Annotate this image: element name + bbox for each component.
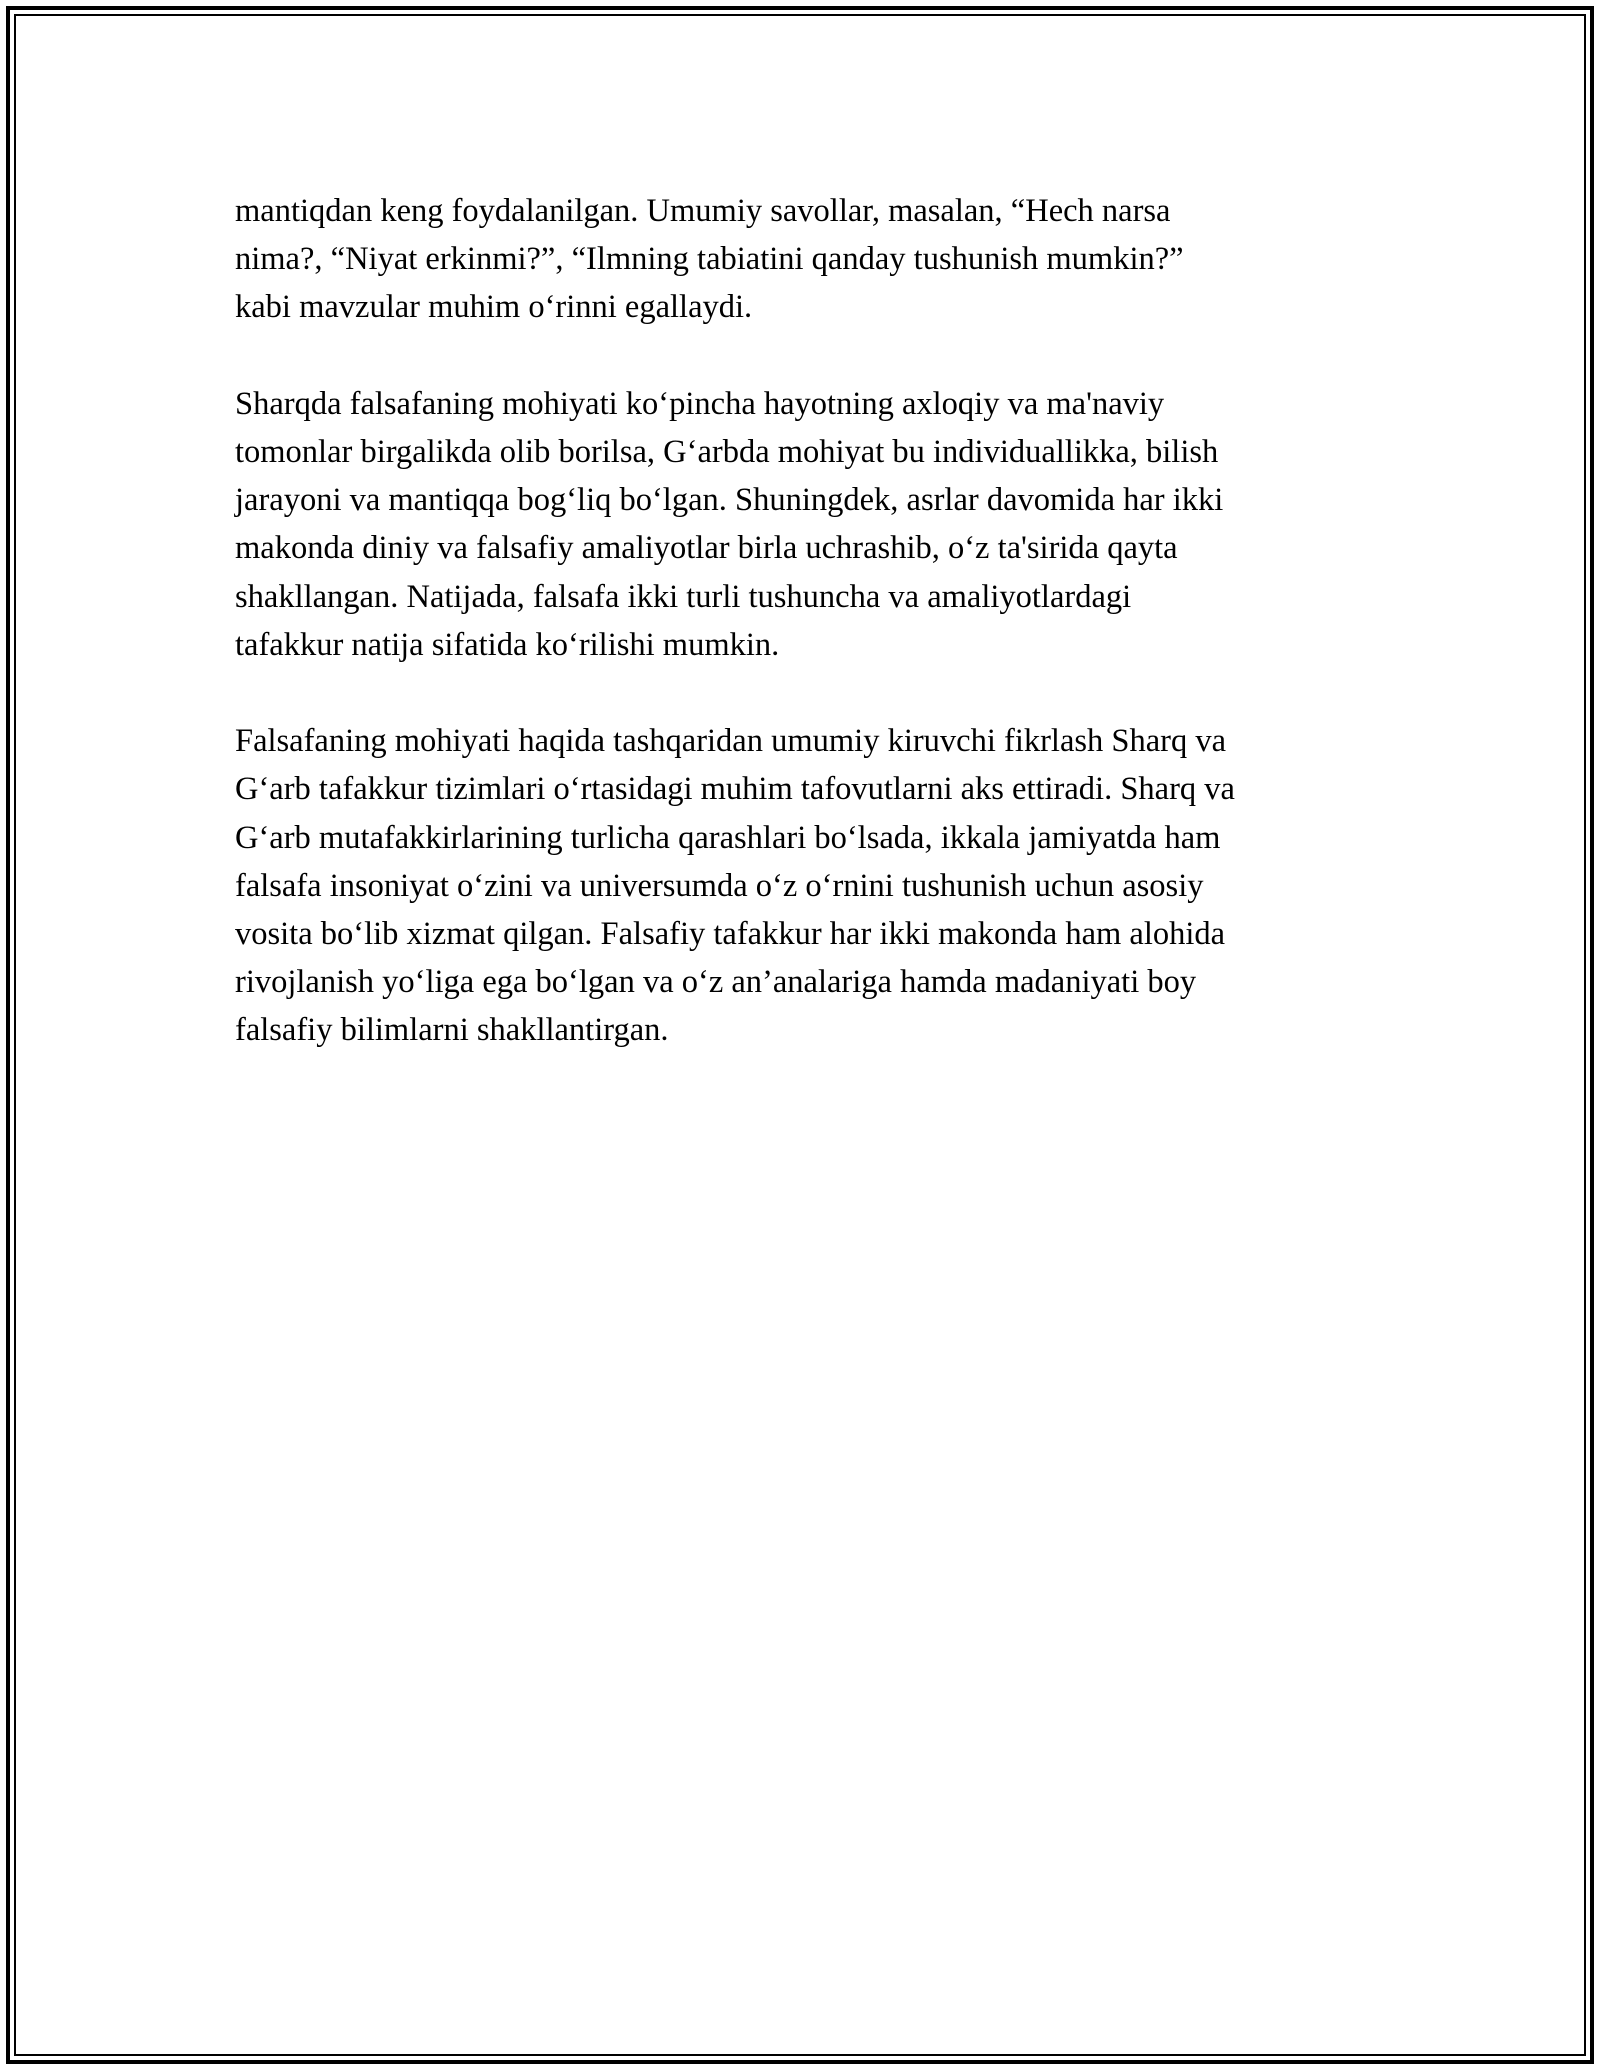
- text-line: G‘arb tafakkur tizimlari o‘rtasidagi muhim tafovutlarni aks ettiradi. Sharq va: [235, 771, 1235, 808]
- text-line: shakllangan. Natijada, falsafa ikki turli tushuncha va amaliyotlardagi: [235, 578, 1132, 615]
- document-body: [235, 187, 1370, 1103]
- text-line: mantiqdan keng foydalanilgan. Umumiy savollar, masalan, “Hech narsa: [235, 193, 1171, 229]
- text-line: G‘arb mutafakkirlarining turlicha qarashlari bo‘lsada, ikkala jamiyatda ham: [235, 819, 1221, 856]
- paragraph-3: [235, 717, 1370, 1054]
- text-line: nima?, “Niyat erkinmi?”, “Ilmning tabiatini qanday tushunish mumkin?”: [235, 241, 1184, 278]
- text-line: vosita bo‘lib xizmat qilgan. Falsafiy tafakkur har ikki makonda ham alohida: [235, 916, 1226, 953]
- text-line: falsafiy bilimlarni shakllantirgan.: [235, 1012, 669, 1049]
- paragraph-2: [235, 380, 1370, 669]
- text-line: rivojlanish yo‘liga ega bo‘lgan va o‘z an’analariga hamda madaniyati boy: [235, 964, 1197, 1001]
- text-line: Falsafaning mohiyati haqida tashqaridan umumiy kiruvchi fikrlash Sharq va: [235, 723, 1227, 760]
- text-line: kabi mavzular muhim o‘rinni egallaydi.: [235, 289, 753, 326]
- text-line: Sharqda falsafaning mohiyati ko‘pincha hayotning axloqiy va ma'naviy: [235, 385, 1165, 422]
- text-line: jarayoni va mantiqqa bog‘liq bo‘lgan. Shuningdek, asrlar davomida har ikki: [235, 482, 1224, 519]
- text-line: falsafa insoniyat o‘zini va universumda o‘z o‘rnini tushunish uchun asosiy: [235, 867, 1204, 904]
- text-line: makonda diniy va falsafiy amaliyotlar birla uchrashib, o‘z ta'sirida qayta: [235, 530, 1178, 567]
- text-line: tafakkur natija sifatida ko‘rilishi mumkin.: [235, 626, 780, 663]
- text-line: tomonlar birgalikda olib borilsa, G‘arbda mohiyat bu individuallikka, bilish: [235, 434, 1219, 470]
- paragraph-1: [235, 187, 1370, 332]
